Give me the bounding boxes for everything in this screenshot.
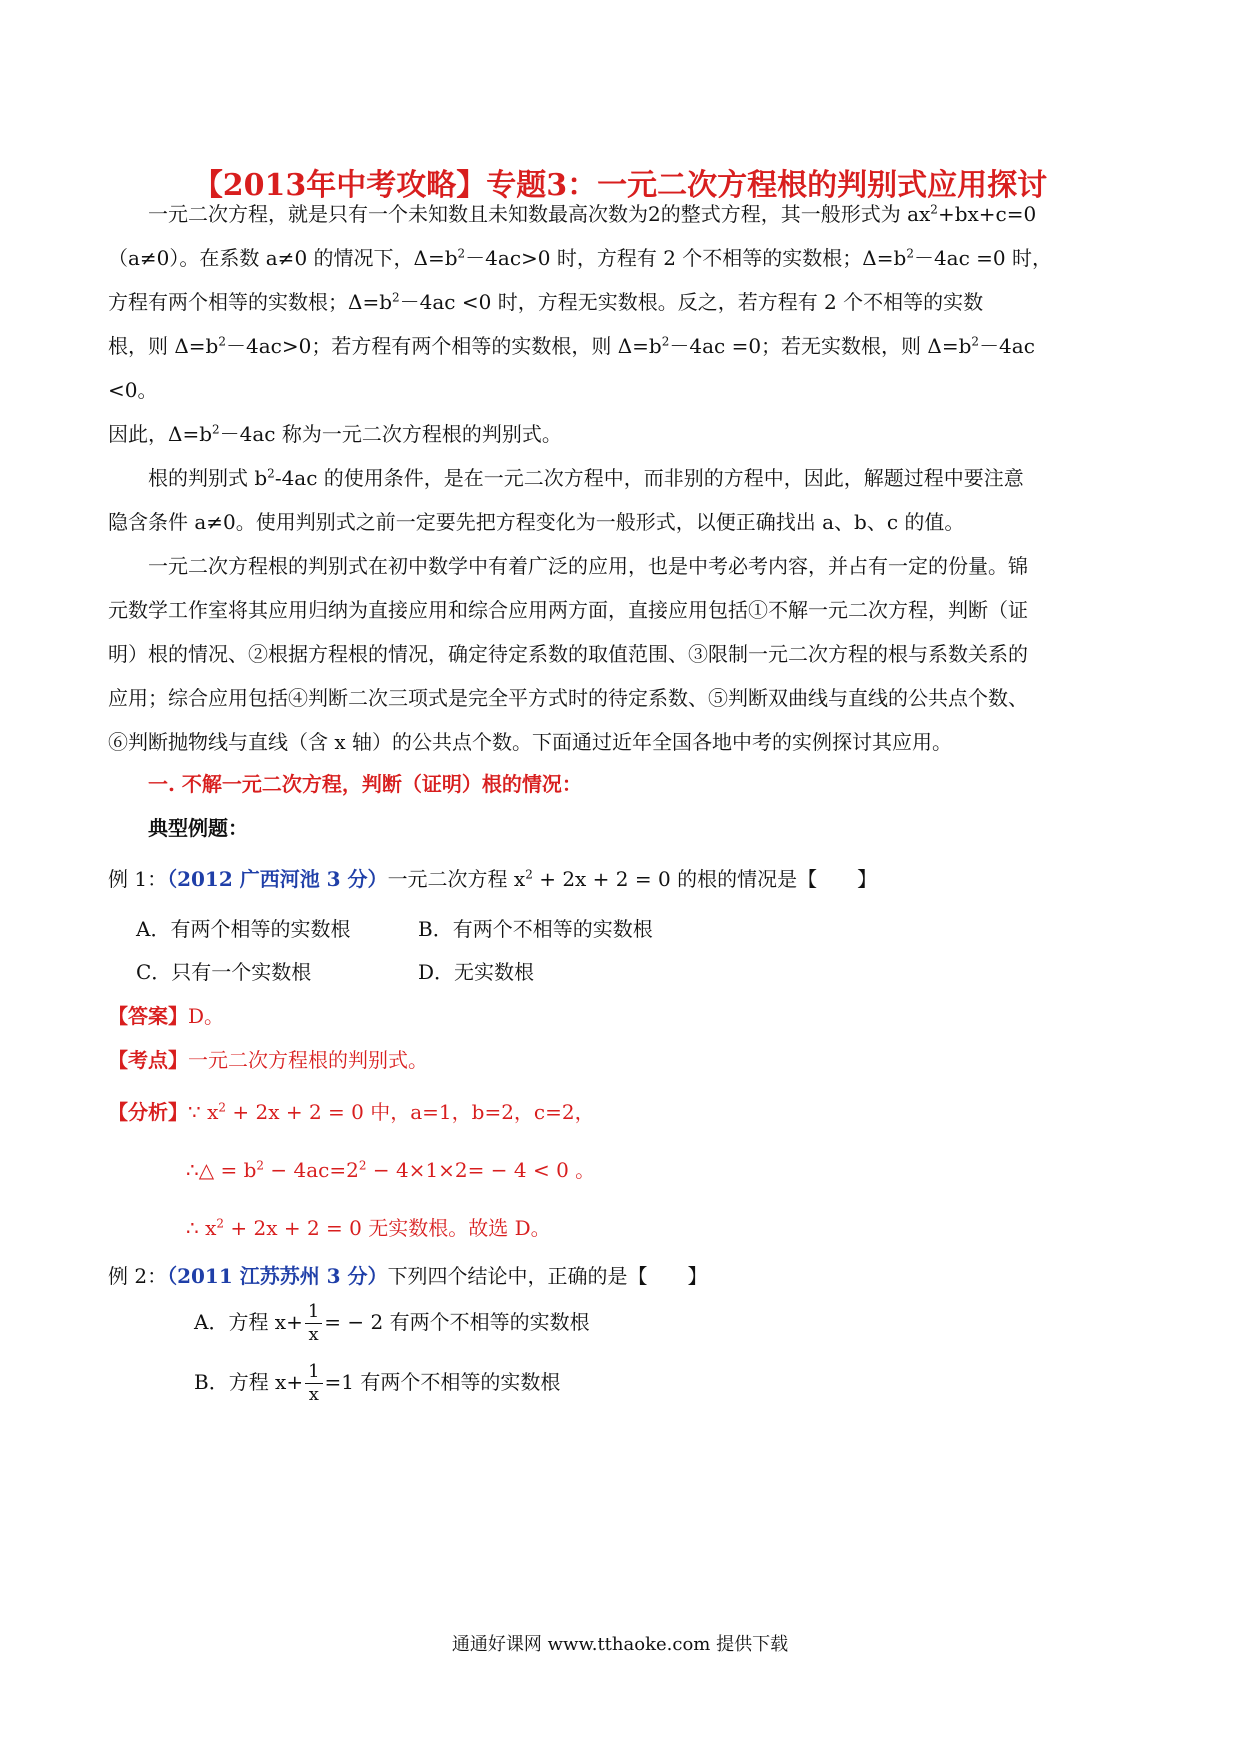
example-2-option-a: A．方程 x+ $\frac{1}{x}$ = − 2 有两个不相等的实数根 [194,1301,590,1345]
example-1-stem: 例 1：（2012 广西河池 3 分）一元二次方程 $x^2 + 2x + 2 = 0$ 的根的情况是【 】 [108,867,878,891]
page-title: 【2013年中考攻略】专题3：一元二次方程根的判别式应用探讨 [192,168,1048,203]
example-1-analysis-3: ∴ $x^2 + 2x + 2 = 0$ 无实数根。故选 D。 [186,1216,551,1240]
example-1-option-d: D．无实数根 [418,960,535,984]
example-2-label: 例 2： [108,1264,168,1288]
example-2-option-b: B．方程 x+ $\frac{1}{x}$ =1 有两个不相等的实数根 [194,1361,561,1405]
page-footer: 通通好课网 www.tthaoke.com 提供下载 [451,1634,789,1655]
para3-line-5: ⑥判断抛物线与直线（含 x 轴）的公共点个数。下面通过近年全国各地中考的实例探讨其应用。 [108,730,952,754]
example-1-answer: 【答案】D。 [108,1004,225,1028]
example-1-analysis-2: ∴△ = $b^2 - 4ac=2^2 - 4\times 1\times 2= - 4 < 0$ 。 [186,1158,596,1182]
section-1-heading: 一. 不解一元二次方程，判断（证明）根的情况： [148,772,582,796]
example-1-option-b: B．有两个不相等的实数根 [418,917,653,941]
para2-line-2: 隐含条件 a≠0。使用判别式之前一定要先把方程变化为一般形式，以便正确找出 a、b、c 的值。 [108,510,965,534]
intro-line-4: 根，则 $\Delta=b^2-4ac>0$；若方程有两个相等的实数根，则 $\Delta=b^2-4ac =0$；若无实数根，则 $\Delta=b^2-4ac$ [108,334,1035,358]
para3-line-3: 明）根的情况、②根据方程根的情况，确定待定系数的取值范围、③限制一元二次方程的根与系数关系的 [108,642,1028,666]
para2-line-1: 根的判别式 $b^2-4ac$ 的使用条件，是在一元二次方程中，而非别的方程中，因此，解题过程中要注意 [148,466,1024,490]
example-1-analysis-1: 【分析】∵ $x^2 + 2x + 2 = 0$ 中，a=1，b=2，c=2， [108,1100,595,1124]
intro-line-1: 一元二次方程，就是只有一个未知数且未知数最高次数为2的整式方程，其一般形式为 $ax^2+bx+c=0$ [148,202,1037,226]
example-1-label: 例 1： [108,867,168,891]
typical-examples-label: 典型例题： [148,816,248,840]
intro-line-2: （a≠0）。在系数 a≠0 的情况下，$\Delta=b^2-4ac>0$ 时，方程有 2 个不相等的实数根；$\Delta=b^2-4ac =0$ 时， [108,246,1052,270]
example-1-option-a: A．有两个相等的实数根 [136,917,351,941]
example-1-source: （2012 广西河池 3 分） [167,867,388,891]
fraction-one-over-x: $\frac{1}{x}$ [305,1301,322,1346]
example-2-source: （2011 江苏苏州 3 分） [167,1264,388,1288]
intro-line-3: 方程有两个相等的实数根；$\Delta=b^2-4ac <0$ 时，方程无实数根。反之，若方程有 2 个不相等的实数 [108,290,984,314]
intro-line-5: <0。 [108,378,158,402]
para3-line-4: 应用；综合应用包括④判断二次三项式是完全平方式时的待定系数、⑤判断双曲线与直线的公共点个数、 [108,686,1028,710]
example-2-stem: 例 2：（2011 江苏苏州 3 分）下列四个结论中，正确的是【 】 [108,1264,708,1288]
fraction-one-over-x: $\frac{1}{x}$ [305,1361,322,1406]
para3-line-2: 元数学工作室将其应用归纳为直接应用和综合应用两方面，直接应用包括①不解一元二次方程，判断（证 [108,598,1028,622]
intro-line-6: 因此，$\Delta=b^2-4ac$ 称为一元二次方程根的判别式。 [108,422,562,446]
example-1-option-c: C．只有一个实数根 [136,960,312,984]
example-1-point: 【考点】一元二次方程根的判别式。 [108,1048,428,1072]
para3-line-1: 一元二次方程根的判别式在初中数学中有着广泛的应用，也是中考必考内容，并占有一定的份量。锦 [148,554,1028,578]
